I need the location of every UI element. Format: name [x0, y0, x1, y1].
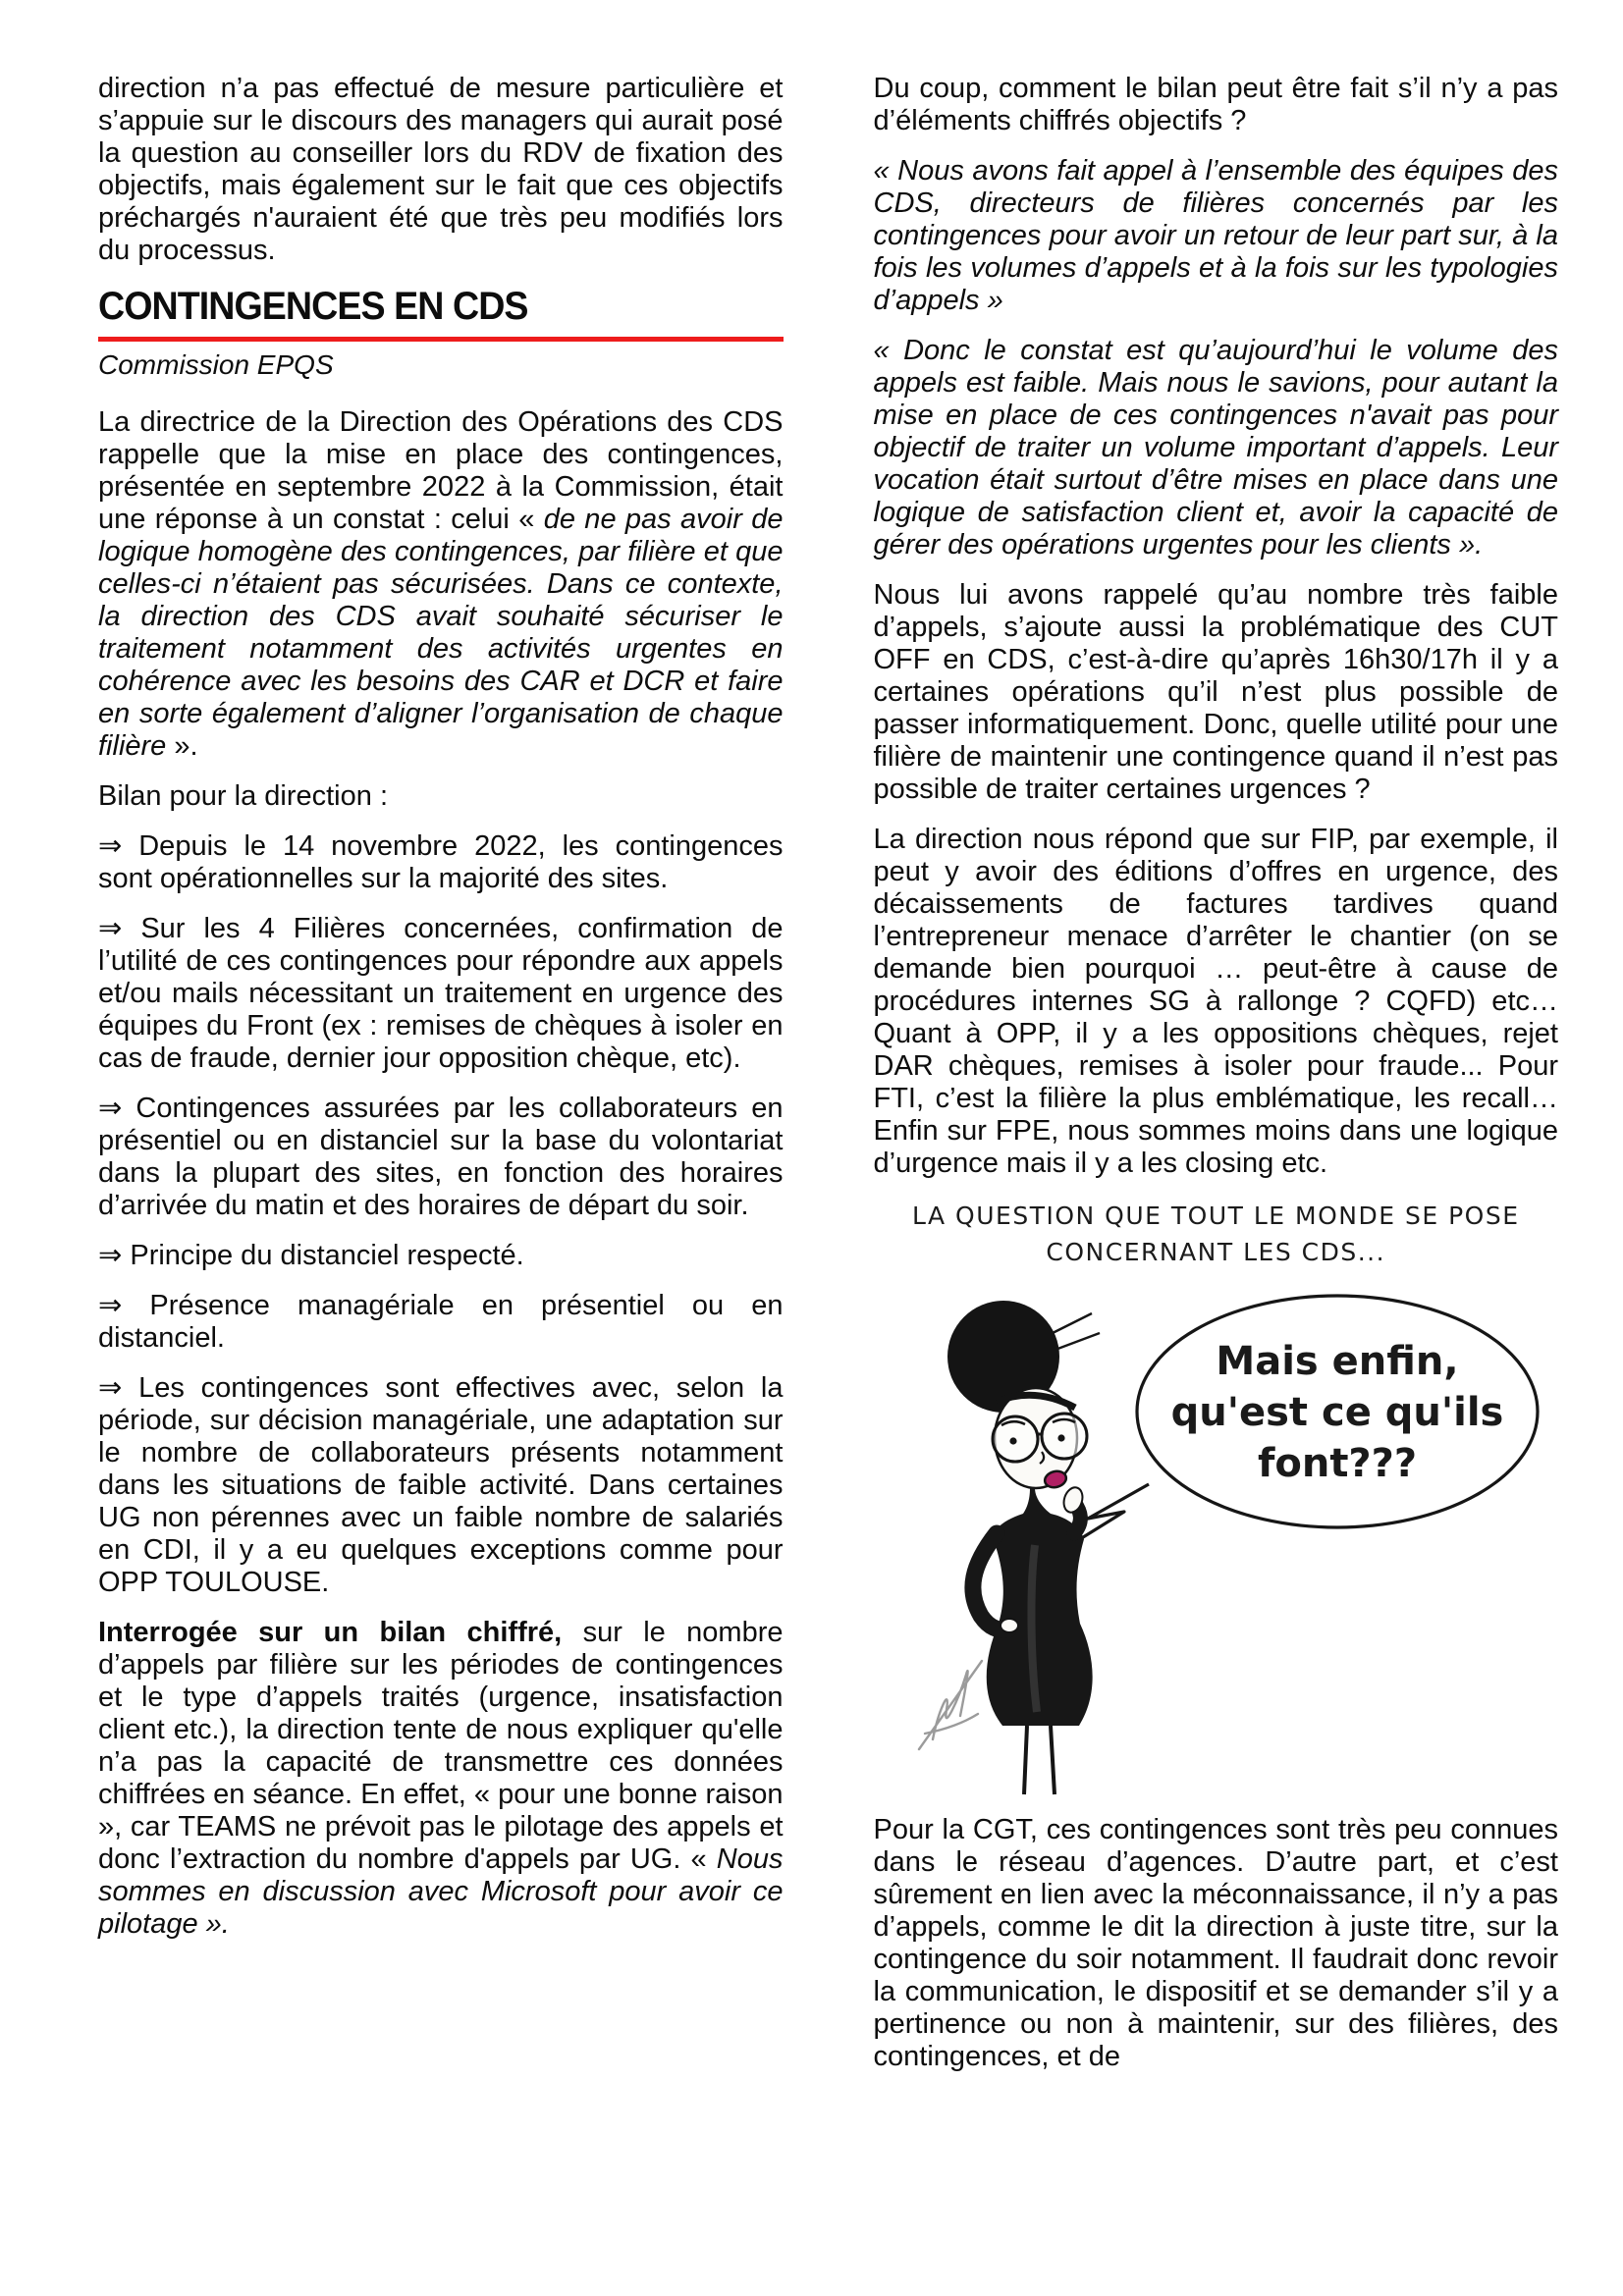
bullet-item: ⇒ Les contingences sont effectives avec, selon la période, sur décision managériale, une adaptation sur le nombre de collaborateurs présents notamment dans les situations de faible activité. Dans certaines UG non pérennes avec un faible nombre de salariés en CDI, il y a eu quelques exceptions comme pour OPP TOULOUSE. [98, 1372, 784, 1598]
bubble-text-line2: qu'est ce qu'ils [1170, 1390, 1504, 1435]
cartoon-figure [874, 1198, 1559, 1798]
text-normal: ». [166, 730, 198, 762]
text-bold-lead: Interrogée sur un bilan chiffré, [98, 1617, 563, 1648]
red-underline-rule [98, 337, 784, 342]
paragraph-carryover: direction n’a pas effectué de mesure particulière et s’appuie sur le discours des managers qui aurait posé la question au conseiller lors du RDV de fixation des objectifs, mais également sur le fait que ces objectifs préchargés n'auraient été que très peu modifiés lors du processus. [98, 73, 784, 266]
cartoon-caption [874, 1198, 1559, 1270]
paragraph-cgt: Pour la CGT, ces contingences sont très peu connues dans le réseau d’agences. D’autre part, et c’est sûrement en lien avec la méconnaissance, il n’y a pas d’appels, comme le dit la direction à juste titre, sur la contingence du soir notamment. Il faudrait donc revoir la communication, le dispositif et se demander s’il y a pertinence ou non à maintenir, sur des filières, des contingences, et de [873, 1814, 1558, 2072]
cartoon-caption-line1: LA QUESTION QUE TOUT LE MONDE SE POSE [912, 1201, 1520, 1230]
paragraph-direction-repond: La direction nous répond que sur FIP, par exemple, il peut y avoir des éditions d’offres en urgence, des décaissements de factures tardives quand l’entrepreneur menace d’arrêter le chantier (on se demande bien pourquoi … peut-être à cause de procédures internes SG à rallonge ? CQFD) etc… Quant à OPP, il y a les oppositions chèques, rejet DAR chèques, remises à isoler pour fraude... Pour FTI, c’est la filière la plus emblématique, les recall… Enfin sur FPE, nous sommes moins dans une logique d’urgence mais il y a les closing etc. [873, 824, 1558, 1179]
paragraph-bilan-label: Bilan pour la direction : [98, 780, 388, 812]
cartoon-woman [947, 1301, 1100, 1794]
quote-italic: de ne pas avoir de logique homogène des contingences, par filière et que celles-ci n’étaient pas sécurisées. Dans ce contexte, la direction des CDS avait souhaité sécuriser le traitement notamment des activités urgentes en cohérence avec les besoins des CAR et DCR et faire en sorte également d’aligner l’organisation de chaque filière [98, 504, 784, 762]
paragraph-quote-1: « Nous avons fait appel à l’ensemble des équipes des CDS, directeurs de filières concernés par les contingences pour avoir un retour de leur part sur, à la fois les volumes d’appels et à la fois sur les typologies d’appels » [873, 155, 1558, 316]
bullet-item: ⇒ Contingences assurées par les collaborateurs en présentiel ou en distanciel sur la base du volontariat dans la plupart des sites, en fonction des horaires d’arrivée du matin et des horaires de départ du soir. [98, 1093, 784, 1221]
bubble-text-line1: Mais enfin, [1216, 1339, 1459, 1384]
text-normal: La directrice de la Direction des Opérations des CDS rappelle que la mise en place des contingences, présentée en septembre 2022 à la Commission, était une réponse à un constat : celui « [98, 406, 784, 535]
bullet-item: ⇒ Sur les 4 Filières concernées, confirmation de l’utilité de ces contingences pour répondre aux appels et/ou mails nécessitant un traitement en urgence des équipes du Front (ex : remises de chèques à isoler en cas de fraude, dernier jour opposition chèque, etc). [98, 913, 784, 1074]
paragraph-interrogee [98, 1617, 784, 1941]
artist-signature [919, 1661, 982, 1749]
quote-italic: Nous sommes en discussion avec Microsoft pour avoir ce pilotage ». [98, 1843, 784, 1940]
bubble-text-line3: font??? [1258, 1441, 1418, 1486]
text-normal: sur le nombre d’appels par filière sur les périodes de contingences et le type d’appels traités (urgence, insatisfaction client etc.), la direction tente de nous expliquer qu'elle n’a pas la capacité de transmettre ces données chiffrées en séance. En effet, « pour une bonne raison », car TEAMS ne prévoit pas le pilotage des appels et donc l’extraction du nombre d'appels par UG. « [98, 1617, 784, 1875]
right-column [874, 73, 1559, 2296]
bullet-item: ⇒ Principe du distanciel respecté. [98, 1240, 524, 1271]
bullet-item: ⇒ Depuis le 14 novembre 2022, les contingences sont opérationnelles sur la majorité des sites. [98, 830, 784, 894]
paragraph-quote-2: « Donc le constat est qu’aujourd’hui le volume des appels est faible. Mais nous le savions, pour autant la mise en place de ces contingences n'avait pas pour objectif de traiter un volume important d’appels. Leur vocation était surtout d’être mises en place dans une logique de satisfaction client et, avoir la capacité de gérer des opérations urgentes pour les clients ». [873, 335, 1558, 561]
cartoon-caption-line2: CONCERNANT LES CDS... [1046, 1238, 1386, 1266]
cartoon-illustration [886, 1276, 1545, 1798]
paragraph-rappele: Nous lui avons rappelé qu’au nombre très faible d’appels, s’ajoute aussi la problématique des CUT OFF en CDS, c’est-à-dire qu’après 16h30/17h il y a certaines opérations qu’il n’est plus possible de passer informatiquement. Donc, quelle utilité pour une filière de maintenir une contingence quand il n’est pas possible de traiter certaines urgences ? [873, 579, 1558, 805]
paragraph-du-coup: Du coup, comment le bilan peut être fait s’il n’y a pas d’éléments chiffrés objectifs ? [873, 73, 1558, 136]
bullet-item: ⇒ Présence managériale en présentiel ou en distanciel. [98, 1290, 784, 1354]
section-heading-contingences: CONTINGENCES EN CDS [98, 285, 528, 328]
left-column [98, 73, 784, 2296]
section-subheading-commission: Commission EPQS [98, 349, 334, 380]
speech-bubble [1067, 1296, 1538, 1547]
paragraph-directrice [98, 406, 784, 763]
